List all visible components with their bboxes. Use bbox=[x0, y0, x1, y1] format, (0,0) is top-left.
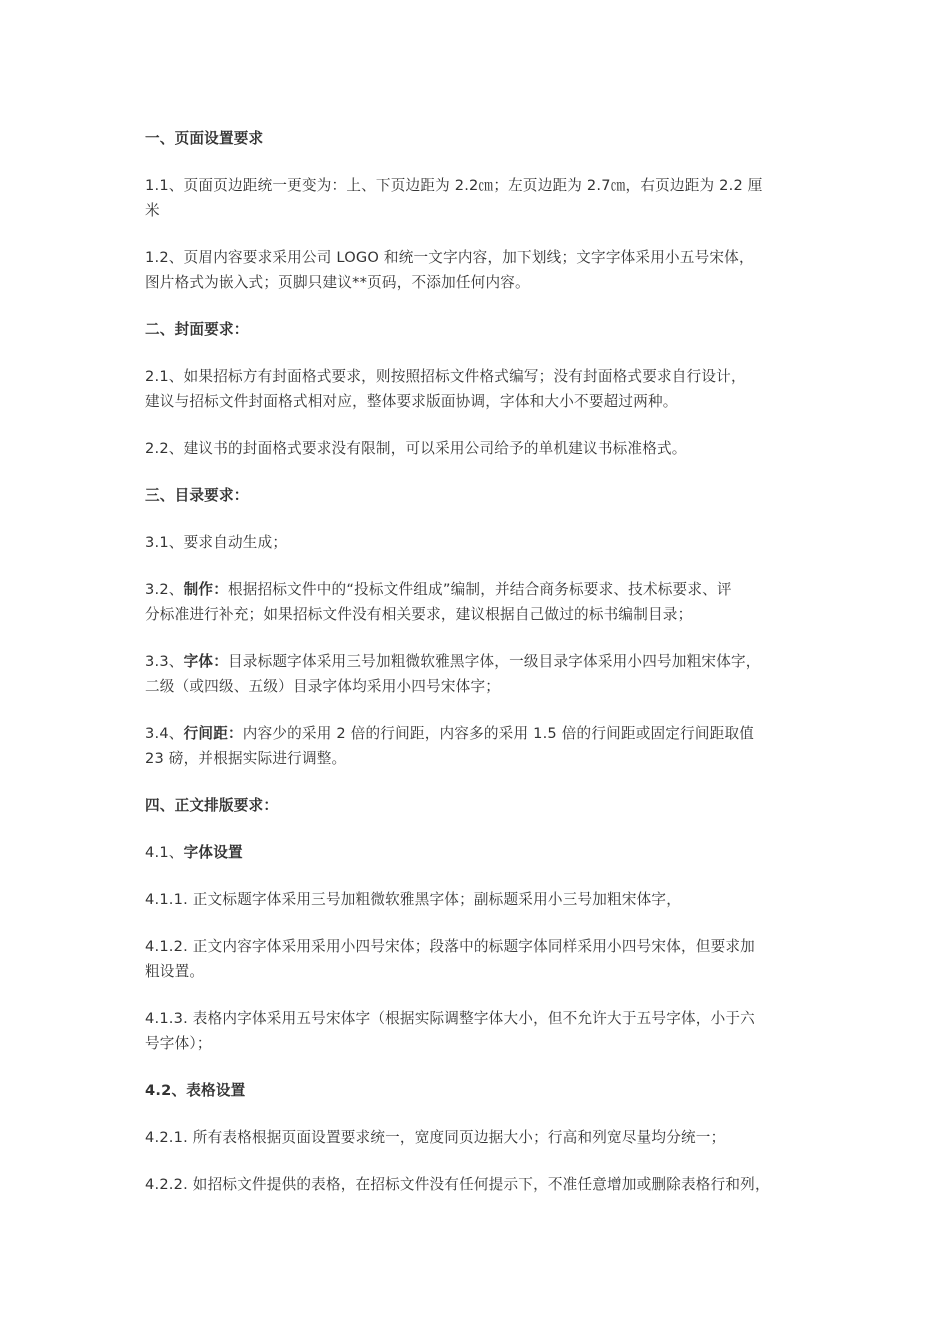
paragraph-line bbox=[145, 934, 810, 959]
paragraph-4-1 bbox=[145, 840, 810, 865]
paragraph-line bbox=[145, 602, 810, 627]
paragraph-line bbox=[145, 959, 810, 984]
paragraph-3-4 bbox=[145, 721, 810, 771]
line-text: 分标准进行补充；如果招标文件没有相关要求，建议根据自己做过的标书编制目录； bbox=[145, 606, 693, 623]
paragraph-heading-4 bbox=[145, 793, 810, 818]
paragraph-line bbox=[145, 317, 810, 342]
section-heading: 二、封面要求： bbox=[145, 321, 249, 338]
line-text: 4.1.3. 表格内字体采用五号宋体字（根据实际调整字体大小，但不允许大于五号字体，小于六 bbox=[145, 1010, 755, 1027]
paragraph-heading-2 bbox=[145, 317, 810, 342]
line-text: 目录标题字体采用三号加粗微软雅黑字体，一级目录字体采用小四号加粗宋体字， bbox=[228, 653, 761, 670]
paragraph-line bbox=[145, 245, 810, 270]
section-number: 3.4、 bbox=[145, 725, 184, 742]
document-body bbox=[145, 126, 810, 1219]
paragraph-1-1 bbox=[145, 173, 810, 223]
paragraph-line bbox=[145, 126, 810, 151]
paragraph-line bbox=[145, 530, 810, 555]
section-heading: 三、目录要求： bbox=[145, 487, 249, 504]
line-text: 内容少的采用 2 倍的行间距，内容多的采用 1.5 倍的行间距或固定行间距取值 bbox=[242, 725, 755, 742]
inline-bold-label: 字体： bbox=[183, 653, 228, 670]
paragraph-line bbox=[145, 887, 810, 912]
line-text: 23 磅，并根据实际进行调整。 bbox=[145, 750, 347, 767]
section-heading: 字体设置 bbox=[183, 844, 243, 861]
paragraph-line bbox=[145, 721, 810, 746]
line-text: 2.2、建议书的封面格式要求没有限制，可以采用公司给予的单机建议书标准格式。 bbox=[145, 440, 687, 457]
line-text: 4.1.1. 正文标题字体采用三号加粗微软雅黑字体；副标题采用小三号加粗宋体字， bbox=[145, 891, 682, 908]
paragraph-2-2 bbox=[145, 436, 810, 461]
paragraph-line bbox=[145, 483, 810, 508]
paragraph-1-2 bbox=[145, 245, 810, 295]
paragraph-4-2-2 bbox=[145, 1172, 810, 1197]
line-text: 号字体）； bbox=[145, 1035, 212, 1052]
line-text: 4.1.2. 正文内容字体采用采用小四号宋体；段落中的标题字体同样采用小四号宋体，但要求加 bbox=[145, 938, 755, 955]
paragraph-2-1 bbox=[145, 364, 810, 414]
section-heading: 四、正文排版要求： bbox=[145, 797, 279, 814]
paragraph-line bbox=[145, 577, 810, 602]
paragraph-4-1-3 bbox=[145, 1006, 810, 1056]
paragraph-line bbox=[145, 840, 810, 865]
line-text: 米 bbox=[145, 202, 160, 219]
section-heading: 4.2、表格设置 bbox=[145, 1082, 246, 1099]
paragraph-3-3 bbox=[145, 649, 810, 699]
paragraph-line bbox=[145, 793, 810, 818]
paragraph-line bbox=[145, 198, 810, 223]
paragraph-line bbox=[145, 389, 810, 414]
paragraph-4-1-1 bbox=[145, 887, 810, 912]
paragraph-line bbox=[145, 173, 810, 198]
paragraph-3-1 bbox=[145, 530, 810, 555]
line-text: 1.1、页面页边距统一更变为：上、下页边距为 2.2㎝；左页边距为 2.7㎝，右页边距为 2.2 厘 bbox=[145, 177, 763, 194]
line-text: 根据招标文件中的“投标文件组成”编制，并结合商务标要求、技术标要求、评 bbox=[228, 581, 732, 598]
line-text: 粗设置。 bbox=[145, 963, 205, 980]
line-text: 建议与招标文件封面格式相对应，整体要求版面协调，字体和大小不要超过两种。 bbox=[145, 393, 678, 410]
paragraph-4-2-1 bbox=[145, 1125, 810, 1150]
line-text: 1.2、页眉内容要求采用公司 LOGO 和统一文字内容，加下划线；文字字体采用小五号宋体， bbox=[145, 249, 754, 266]
paragraph-line bbox=[145, 436, 810, 461]
line-text: 图片格式为嵌入式；页脚只建议**页码，不添加任何内容。 bbox=[145, 274, 530, 291]
line-text: 2.1、如果招标方有封面格式要求，则按照招标文件格式编写；没有封面格式要求自行设计， bbox=[145, 368, 746, 385]
paragraph-line bbox=[145, 1031, 810, 1056]
paragraph-4-2 bbox=[145, 1078, 810, 1103]
line-text: 二级（或四级、五级）目录字体均采用小四号宋体字； bbox=[145, 678, 501, 695]
inline-bold-label: 制作： bbox=[183, 581, 228, 598]
line-text: 4.2.1. 所有表格根据页面设置要求统一，宽度同页边据大小；行高和列宽尽量均分统一； bbox=[145, 1129, 726, 1146]
inline-bold-label: 行间距： bbox=[183, 725, 243, 742]
paragraph-line bbox=[145, 364, 810, 389]
section-number: 3.3、 bbox=[145, 653, 184, 670]
paragraph-3-2 bbox=[145, 577, 810, 627]
paragraph-line bbox=[145, 270, 810, 295]
paragraph-line bbox=[145, 674, 810, 699]
paragraph-line bbox=[145, 746, 810, 771]
paragraph-line bbox=[145, 1125, 810, 1150]
section-number: 3.2、 bbox=[145, 581, 184, 598]
paragraph-line bbox=[145, 649, 810, 674]
paragraph-line bbox=[145, 1006, 810, 1031]
line-text: 4.2.2. 如招标文件提供的表格，在招标文件没有任何提示下，不准任意增加或删除表格行和列， bbox=[145, 1176, 770, 1193]
paragraph-heading-1 bbox=[145, 126, 810, 151]
section-heading: 一、页面设置要求 bbox=[145, 130, 264, 147]
paragraph-heading-3 bbox=[145, 483, 810, 508]
line-text: 3.1、要求自动生成； bbox=[145, 534, 288, 551]
paragraph-4-1-2 bbox=[145, 934, 810, 984]
section-number: 4.1、 bbox=[145, 844, 184, 861]
paragraph-line bbox=[145, 1078, 810, 1103]
paragraph-line bbox=[145, 1172, 810, 1197]
